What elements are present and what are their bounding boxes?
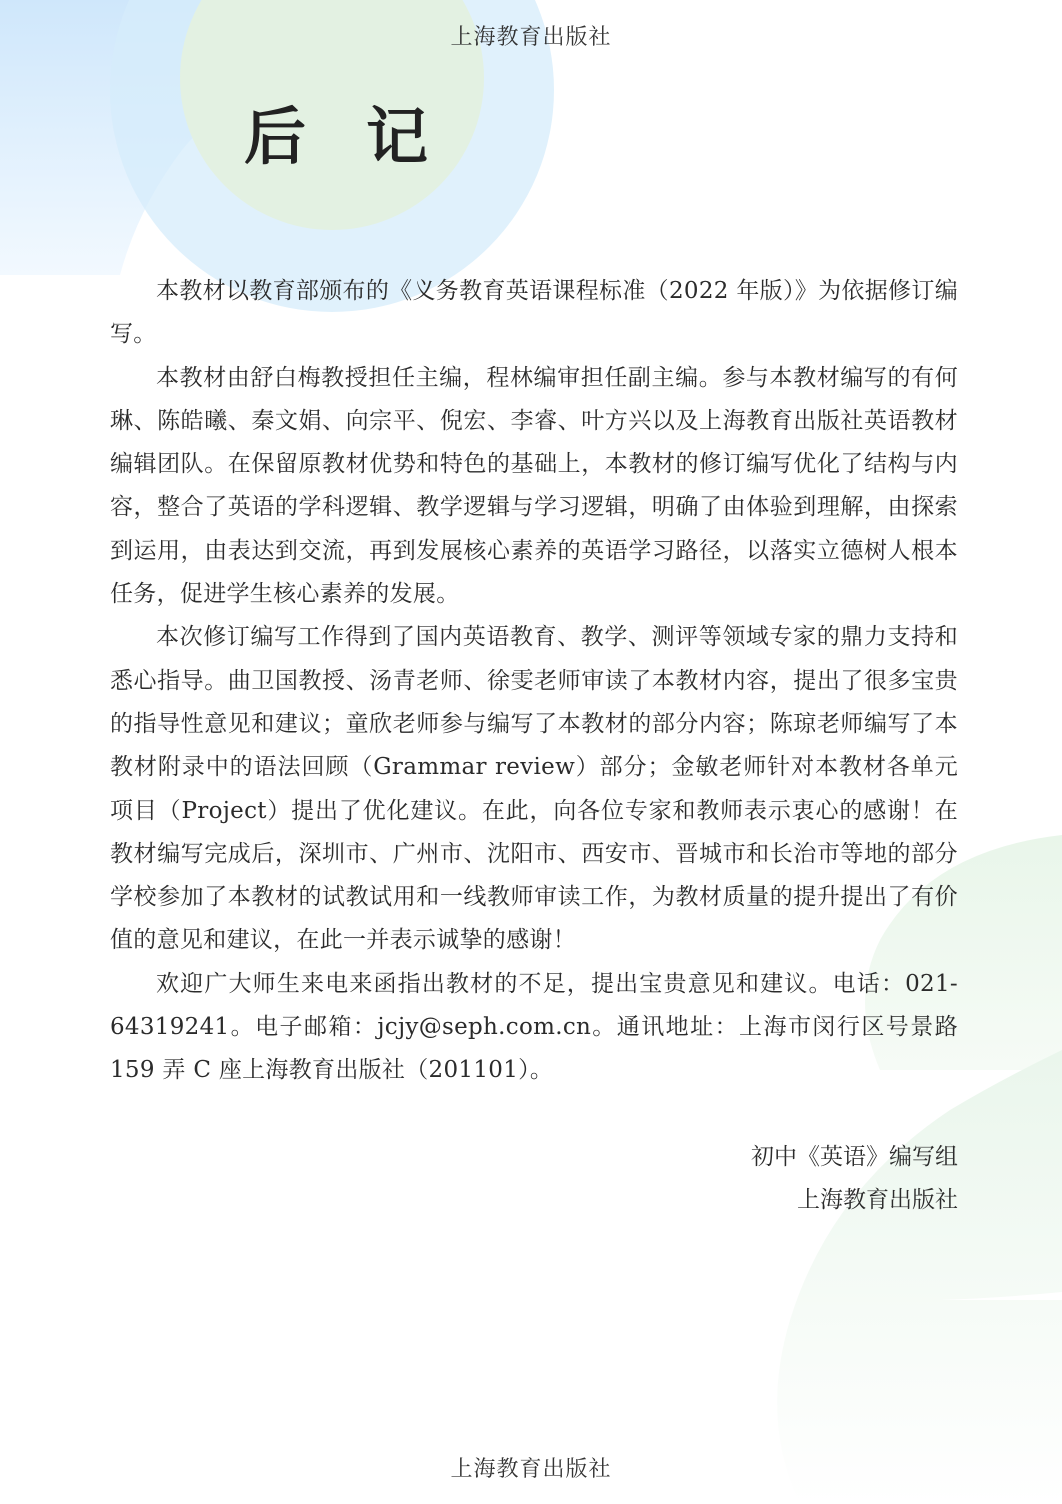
paragraph-1: 本教材以教育部颁布的《义务教育英语课程标准（2022 年版）》为依据修订编写。: [110, 278, 958, 348]
green-blob-right-lower: [777, 1050, 1062, 1504]
signature-block: [751, 1136, 958, 1222]
paragraph-4: 欢迎广大师生来电来函指出教材的不足，提出宝贵意见和建议。电话：021-64319241。电子邮箱：jcjy@seph.com.cn。通讯地址：上海市闵行区号景路 159 弄 C 座上海教育出版社（201101）。: [110, 970, 958, 1084]
page-title: 后记: [244, 100, 489, 173]
paragraph-3: 本次修订编写工作得到了国内英语教育、教学、测评等领域专家的鼎力支持和悉心指导。曲卫国教授、汤青老师、徐雯老师审读了本教材内容，提出了很多宝贵的指导性意见和建议；童欣老师参与编写了本教材的部分内容；陈琼老师编写了本教材附录中的语法回顾（Grammar review）部分；金敏老师针对本教材各单元项目（Project）提出了优化建议。在此，向各位专家和教师表示衷心的感谢！在教材编写完成后，深圳市、广州市、沈阳市、西安市、晋城市和长治市等地的部分学校参加了本教材的试教试用和一线教师审读工作，为教材质量的提升提出了有价值的意见和建议，在此一并表示诚挚的感谢！: [110, 624, 958, 954]
signature-publisher: 上海教育出版社: [797, 1187, 958, 1213]
paragraph-2: 本教材由舒白梅教授担任主编，程林编审担任副主编。参与本教材编写的有何琳、陈皓曦、秦文娟、向宗平、倪宏、李睿、叶方兴以及上海教育出版社英语教材编辑团队。在保留原教材优势和特色的基础上，本教材的修订编写优化了结构与内容，整合了英语的学科逻辑、教学逻辑与学习逻辑，明确了由体验到理解，由探索到运用，由表达到交流，再到发展核心素养的英语学习路径，以落实立德树人根本任务，促进学生核心素养的发展。: [110, 364, 958, 608]
header-publisher: 上海教育出版社: [450, 25, 612, 50]
signature-team: 初中《英语》编写组: [751, 1144, 958, 1170]
footer-publisher: 上海教育出版社: [450, 1457, 612, 1482]
body-text: [110, 270, 958, 1093]
